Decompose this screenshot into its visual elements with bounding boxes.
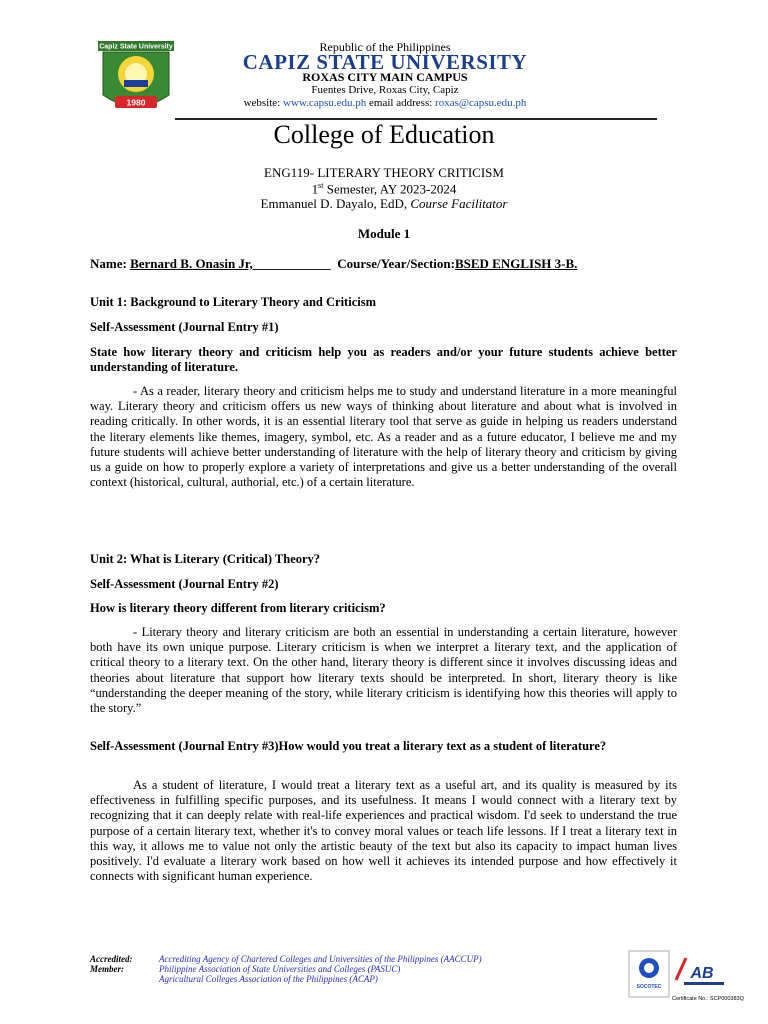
member-value-1: Philippine Association of State Universities and Colleges (PASUC) bbox=[159, 964, 401, 974]
university-seal-logo bbox=[97, 40, 175, 118]
logo-year: 1980 bbox=[126, 97, 146, 108]
accredited-label: Accredited: bbox=[90, 954, 133, 964]
course-label: Course/Year/Section: bbox=[330, 256, 455, 271]
unit1-answer: - As a reader, literary theory and criticism helps me to study and understand literature in a more meaningful way. Literary theory and criticism offers us new ways of thinking about literature and about what is involved in reading critically. In other words, it is an essential literary tool that serve as guide in helping us readers understand the literary elements like themes, imagery, symbol, etc. As a reader and as a future educator, I believe me and my future students will achieve better understanding of literature with the help of literary theory and criticism by giving us a guide on how to properly explore a variety of interpretations and give us a better understanding of the overall context (historical, cultural, authorial, etc.) of a certain literature. bbox=[90, 384, 677, 490]
module-title: Module 1 bbox=[357, 226, 411, 241]
certificate-number: Certificate No.: SCP000383Q bbox=[672, 996, 744, 1002]
student-name: Bernard B. Onasin Jr, bbox=[130, 256, 253, 271]
name-label: Name: bbox=[90, 256, 131, 271]
member-label: Member: bbox=[90, 964, 124, 974]
college-title: College of Education bbox=[273, 120, 495, 149]
jab-mark-text: AB bbox=[690, 965, 714, 982]
email-link[interactable]: roxas@capsu.edu.ph bbox=[435, 97, 527, 109]
university-name: CAPIZ STATE UNIVERSITY bbox=[242, 50, 528, 74]
unit2-answer: - Literary theory and literary criticism are both an essential in understanding a certain literature, however both have its own unique purpose. Literary criticism is when we interpret a literary text, and the application of critical theory to a literary text. On the other hand, literary theory is different since it involves discussing ideas and theories about literature that support how literary texts should be interpreted. In short, literary theory is like “understanding the deeper meaning of the story, while literary criticism is identifying how this theories will apply to the story.” bbox=[90, 625, 677, 716]
campus-name: ROXAS CITY MAIN CAMPUS bbox=[302, 70, 468, 84]
unit2-journal-heading: Self-Assessment (Journal Entry #2) bbox=[90, 577, 279, 591]
university-address: Fuentes Drive, Roxas City, Capiz bbox=[311, 84, 459, 96]
entry3-question: Self-Assessment (Journal Entry #3)How would you treat a literary text as a student of literature? bbox=[90, 739, 607, 753]
accredited-value: Accrediting Agency of Chartered Colleges and Universities of the Philippines (AACCUP) bbox=[159, 954, 482, 964]
course-title: ENG119- LITERARY THEORY CRITICISM bbox=[264, 165, 504, 180]
unit1-journal-heading: Self-Assessment (Journal Entry #1) bbox=[90, 320, 279, 334]
unit2-title: Unit 2: What is Literary (Critical) Theory? bbox=[90, 552, 321, 566]
student-info-line bbox=[90, 256, 577, 272]
republic-line: Republic of the Philippines bbox=[319, 40, 451, 54]
name-blank: ____________ bbox=[252, 256, 331, 271]
logo-text: Capiz State University bbox=[99, 43, 173, 51]
facilitator-line: Emmanuel D. Dayalo, EdD, Course Facilitator bbox=[260, 196, 508, 211]
website-link[interactable]: www.capsu.edu.ph bbox=[283, 97, 367, 109]
student-course: BSED ENGLISH 3-B. bbox=[454, 256, 578, 271]
semester-line: 1st Semester, AY 2023-2024 bbox=[311, 181, 457, 197]
website-label: website: bbox=[243, 97, 283, 109]
contact-line bbox=[190, 97, 580, 109]
unit1-title: Unit 1: Background to Literary Theory and Criticism bbox=[90, 295, 376, 309]
email-label: email address: bbox=[366, 97, 436, 109]
socotec-text: SOCOTEC bbox=[636, 984, 662, 990]
unit1-question: State how literary theory and criticism help you as readers and/or your future students achieve better understanding of literature. bbox=[90, 345, 677, 375]
unit2-question: How is literary theory different from literary criticism? bbox=[90, 601, 386, 615]
entry3-answer: As a student of literature, I would treat a literary text as a useful art, and its quality is measured by its effectiveness in fulfilling specific purposes, and its usefulness. It means I would connect with a literary text by recognizing that it can deeply relate with real-life experiences and practical wisdom. I'd seek to understand the true purpose of a certain literary text, whether it's to convey moral values or teach life lessons. If I treat a literary text in this way, it allows me to value not only the artistic beauty of the text but also its capacity to impact human lives positively. I'd evaluate a literary work based on how well it achieves its intended purpose and how effectively it connects with significant human experience. bbox=[90, 778, 677, 884]
member-value-2: Agricultural Colleges Association of the Philippines (ACAP) bbox=[159, 974, 378, 984]
